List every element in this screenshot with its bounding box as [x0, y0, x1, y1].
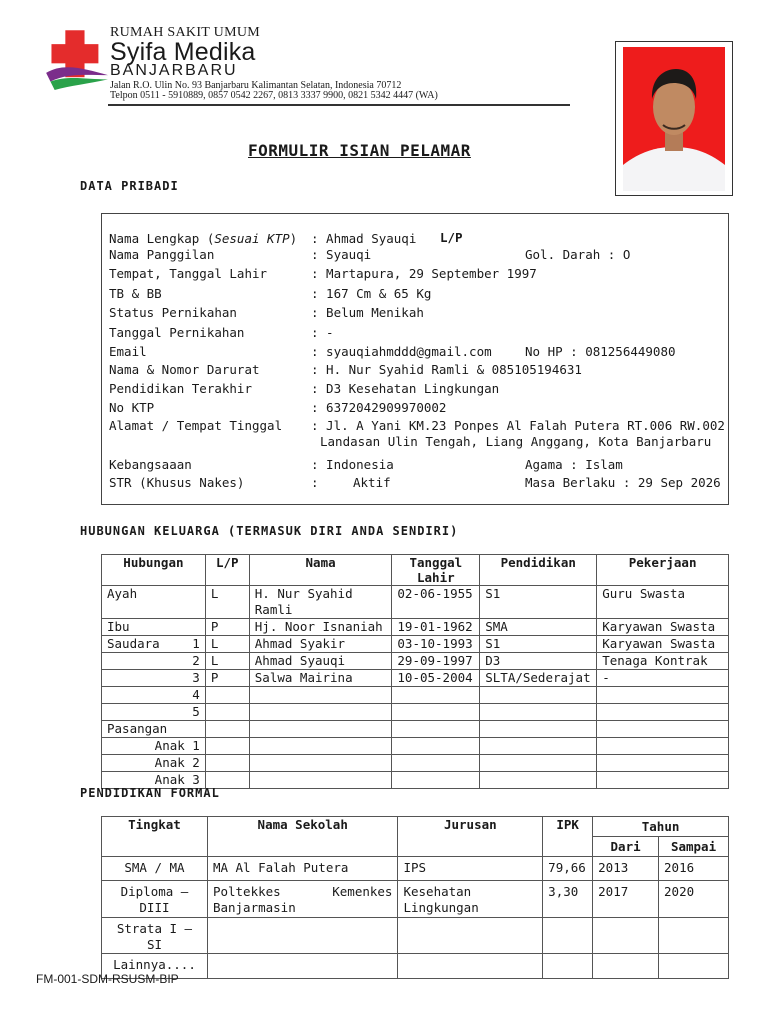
label-tanggal-pernikahan: Tanggal Pernikahan [109, 325, 245, 340]
family-cell-pekerjaan [597, 772, 729, 789]
family-cell-lp: P [205, 670, 249, 687]
family-cell-pekerjaan [597, 721, 729, 738]
family-cell-hubungan [102, 721, 206, 738]
family-cell-nama [249, 738, 392, 755]
family-table [101, 554, 729, 789]
edu-cell-dari: 2017 [593, 881, 659, 918]
family-header-tanggal: Tanggal Lahir [392, 555, 480, 586]
family-cell-pendidikan [480, 738, 597, 755]
edu-cell-jurusan: Kesehatan Lingkungan [398, 881, 543, 918]
edu-cell-jurusan: IPS [398, 857, 543, 881]
family-cell-lp [205, 755, 249, 772]
header-divider [108, 104, 570, 106]
hospital-phone: Telpon 0511 - 5910889, 0857 0542 2267, 0813 3337 9900, 0821 5342 4447 (WA) [110, 90, 438, 101]
family-cell-tanggal [392, 755, 480, 772]
hospital-address: Jalan R.O. Ulin No. 93 Banjarbaru Kalimantan Selatan, Indonesia 70712 [110, 80, 402, 91]
family-cell-tanggal [392, 704, 480, 721]
label-kebangsaan: Kebangsaaan [109, 457, 192, 472]
family-relation: Pasangan [107, 721, 168, 736]
family-cell-hubungan [102, 670, 206, 687]
family-relation-number: Anak 1 [154, 738, 200, 753]
edu-cell-sampai: 2020 [659, 881, 729, 918]
value-agama: Agama : Islam [525, 457, 623, 472]
family-cell-pekerjaan [597, 704, 729, 721]
family-cell-pekerjaan: Tenaga Kontrak [597, 653, 729, 670]
family-cell-lp [205, 704, 249, 721]
value-pendidikan-terakhir: : D3 Kesehatan Lingkungan [311, 381, 500, 396]
section-title-data-pribadi: DATA PRIBADI [80, 179, 179, 193]
label-tb-bb: TB & BB [109, 286, 162, 301]
family-cell-pendidikan [480, 755, 597, 772]
edu-cell-jurusan [398, 918, 543, 954]
label-nama-panggilan: Nama Panggilan [109, 247, 215, 262]
edu-cell-sampai: 2016 [659, 857, 729, 881]
edu-header-ipk: IPK [543, 817, 593, 857]
edu-header-tingkat: Tingkat [102, 817, 208, 857]
family-cell-tanggal: 02-06-1955 [392, 586, 480, 619]
family-relation-number: 3 [192, 670, 200, 685]
family-cell-hubungan [102, 636, 206, 653]
value-nama-lengkap: : Ahmad Syauqi [311, 231, 417, 246]
family-cell-pekerjaan: - [597, 670, 729, 687]
value-gol-darah: Gol. Darah : O [525, 247, 631, 262]
family-cell-nama [249, 721, 392, 738]
family-cell-tanggal: 10-05-2004 [392, 670, 480, 687]
lp-mark: L/P [440, 230, 463, 245]
value-ttl: : Martapura, 29 September 1997 [311, 266, 537, 281]
family-cell-pendidikan: SLTA/Sederajat [480, 670, 597, 687]
label-alamat: Alamat / Tempat Tinggal [109, 418, 283, 433]
form-code: FM-001-SDM-RSUSM-BIP [36, 972, 179, 986]
hospital-city: BANJARBARU [110, 62, 238, 79]
family-header-pekerjaan: Pekerjaan [597, 555, 729, 586]
family-cell-tanggal [392, 738, 480, 755]
edu-cell-sampai [659, 954, 729, 979]
family-cell-pendidikan: S1 [480, 636, 597, 653]
family-relation-number: Anak 2 [154, 755, 200, 770]
edu-header-tahun: Tahun [593, 817, 729, 837]
family-relation: Saudara [107, 636, 160, 651]
str-colon: : [311, 475, 319, 490]
family-cell-lp [205, 738, 249, 755]
family-cell-pendidikan [480, 687, 597, 704]
edu-cell-ipk [543, 918, 593, 954]
family-row [102, 636, 729, 653]
edu-cell-sekolah [207, 954, 398, 979]
family-row [102, 738, 729, 755]
family-cell-nama: Hj. Noor Isnaniah [249, 619, 392, 636]
family-cell-nama: H. Nur Syahid Ramli [249, 586, 392, 619]
family-row [102, 687, 729, 704]
section-title-pendidikan: PENDIDIKAN FORMAL [80, 786, 220, 800]
family-cell-hubungan [102, 687, 206, 704]
family-cell-pekerjaan [597, 687, 729, 704]
label-email: Email [109, 344, 147, 359]
family-cell-lp: L [205, 653, 249, 670]
value-tanggal-pernikahan: : - [311, 325, 334, 340]
family-cell-pekerjaan [597, 755, 729, 772]
edu-cell-dari: 2013 [593, 857, 659, 881]
family-row [102, 586, 729, 619]
family-cell-tanggal: 03-10-1993 [392, 636, 480, 653]
family-cell-nama: Ahmad Syakir [249, 636, 392, 653]
applicant-photo-frame [615, 41, 733, 196]
label-ttl: Tempat, Tanggal Lahir [109, 266, 268, 281]
edu-cell-ipk: 3,30 [543, 881, 593, 918]
family-row [102, 755, 729, 772]
value-kontak-darurat: : H. Nur Syahid Ramli & 085105194631 [311, 362, 582, 377]
family-cell-tanggal [392, 721, 480, 738]
family-row [102, 670, 729, 687]
personal-data-box [101, 213, 729, 505]
family-header-lp: L/P [205, 555, 249, 586]
edu-header-sampai: Sampai [659, 837, 729, 857]
family-cell-nama: Salwa Mairina [249, 670, 392, 687]
hospital-type: RUMAH SAKIT UMUM [110, 25, 261, 40]
family-cell-pendidikan [480, 721, 597, 738]
family-cell-nama [249, 687, 392, 704]
family-cell-nama [249, 704, 392, 721]
family-cell-nama [249, 755, 392, 772]
family-cell-hubungan [102, 653, 206, 670]
label-status-pernikahan: Status Pernikahan [109, 305, 237, 320]
family-cell-pendidikan: D3 [480, 653, 597, 670]
value-no-hp: No HP : 081256449080 [525, 344, 676, 359]
family-relation: Ayah [107, 586, 138, 601]
family-header-hubungan: Hubungan [102, 555, 206, 586]
family-cell-hubungan [102, 619, 206, 636]
family-cell-lp: L [205, 586, 249, 619]
family-row [102, 653, 729, 670]
edu-cell-tingkat: Strata I – SI [102, 918, 208, 954]
education-header-row [102, 817, 729, 837]
education-row [102, 954, 729, 979]
label-pendidikan-terakhir: Pendidikan Terakhir [109, 381, 252, 396]
family-cell-tanggal: 19-01-1962 [392, 619, 480, 636]
family-relation: Ibu [107, 619, 130, 634]
edu-header-jurusan: Jurusan [398, 817, 543, 857]
edu-cell-sekolah: Poltekkes Kemenkes Banjarmasin [207, 881, 398, 918]
value-alamat-line1: : Jl. A Yani KM.23 Ponpes Al Falah Putera RT.006 RW.002 [311, 418, 725, 433]
family-cell-pekerjaan: Karyawan Swasta [597, 636, 729, 653]
edu-cell-sekolah: MA Al Falah Putera [207, 857, 398, 881]
applicant-photo [623, 47, 725, 191]
value-str: Aktif [353, 475, 391, 490]
value-no-ktp: : 6372042909970002 [311, 400, 447, 415]
hospital-name: Syifa Medika [110, 38, 256, 66]
family-cell-hubungan [102, 704, 206, 721]
family-cell-lp [205, 687, 249, 704]
section-title-keluarga: HUBUNGAN KELUARGA (TERMASUK DIRI ANDA SENDIRI) [80, 524, 459, 538]
label-nama-lengkap: Nama Lengkap (Sesuai KTP) [109, 231, 298, 246]
edu-cell-tingkat: SMA / MA [102, 857, 208, 881]
value-kebangsaan: : Indonesia [311, 457, 394, 472]
edu-header-dari: Dari [593, 837, 659, 857]
edu-cell-sekolah [207, 918, 398, 954]
family-cell-pendidikan [480, 704, 597, 721]
edu-cell-sampai [659, 918, 729, 954]
family-cell-pekerjaan [597, 738, 729, 755]
family-cell-lp: P [205, 619, 249, 636]
family-row [102, 619, 729, 636]
family-row [102, 704, 729, 721]
education-row [102, 857, 729, 881]
education-row [102, 881, 729, 918]
family-header-row [102, 555, 729, 586]
family-cell-hubungan [102, 586, 206, 619]
family-relation-number: 4 [192, 687, 200, 702]
label-str: STR (Khusus Nakes) [109, 475, 245, 490]
family-relation-number: 5 [192, 704, 200, 719]
family-cell-pekerjaan: Guru Swasta [597, 586, 729, 619]
label-no-ktp: No KTP [109, 400, 155, 415]
family-cell-tanggal [392, 687, 480, 704]
family-cell-hubungan [102, 738, 206, 755]
edu-cell-ipk [543, 954, 593, 979]
family-header-pendidikan: Pendidikan [480, 555, 597, 586]
family-relation-number: 1 [192, 636, 200, 651]
education-row [102, 918, 729, 954]
edu-cell-jurusan [398, 954, 543, 979]
edu-cell-tingkat: Diploma – DIII [102, 881, 208, 918]
family-cell-lp: L [205, 636, 249, 653]
family-cell-pendidikan [480, 772, 597, 789]
value-status-pernikahan: : Belum Menikah [311, 305, 424, 320]
form-title: FORMULIR ISIAN PELAMAR [248, 141, 471, 160]
edu-header-sekolah: Nama Sekolah [207, 817, 398, 857]
family-cell-lp [205, 721, 249, 738]
value-email: : syauqiahmddd@gmail.com [311, 344, 492, 359]
value-masa-berlaku: Masa Berlaku : 29 Sep 2026 [525, 475, 721, 490]
family-row [102, 721, 729, 738]
family-header-nama: Nama [249, 555, 392, 586]
family-cell-pendidikan: S1 [480, 586, 597, 619]
value-tb-bb: : 167 Cm & 65 Kg [311, 286, 432, 301]
edu-cell-dari [593, 918, 659, 954]
family-cell-pendidikan: SMA [480, 619, 597, 636]
family-relation-number: 2 [192, 653, 200, 668]
edu-cell-ipk: 79,66 [543, 857, 593, 881]
value-nama-panggilan: : Syauqi [311, 247, 372, 262]
value-alamat-line2: Landasan Ulin Tengah, Liang Anggang, Kota Banjarbaru [320, 434, 712, 449]
edu-cell-dari [593, 954, 659, 979]
family-cell-hubungan [102, 755, 206, 772]
family-cell-tanggal [392, 772, 480, 789]
family-cell-nama [249, 772, 392, 789]
family-cell-nama: Ahmad Syauqi [249, 653, 392, 670]
hospital-logo-icon [44, 26, 108, 90]
edu-cell-tingkat: Lainnya.... [102, 954, 208, 979]
education-table [101, 816, 729, 979]
family-relation-number: Anak 3 [154, 772, 200, 787]
label-kontak-darurat: Nama & Nomor Darurat [109, 362, 260, 377]
family-cell-tanggal: 29-09-1997 [392, 653, 480, 670]
family-cell-pekerjaan: Karyawan Swasta [597, 619, 729, 636]
